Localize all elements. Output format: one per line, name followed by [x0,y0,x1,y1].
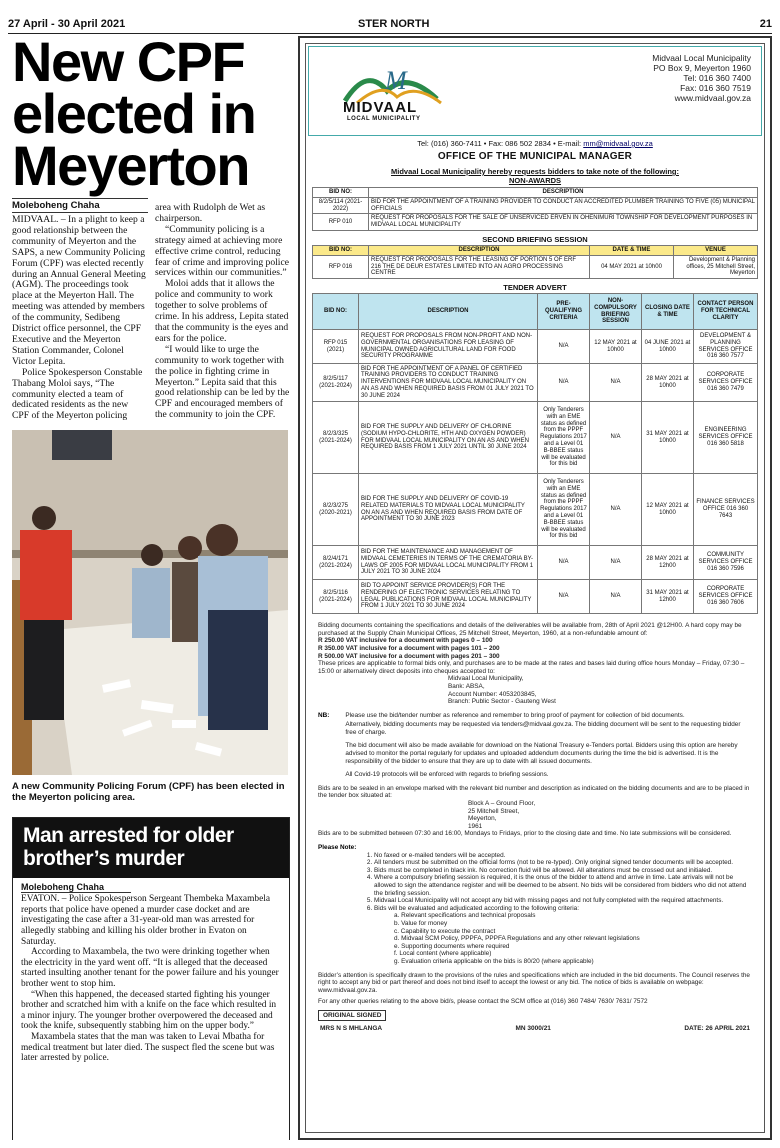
cell: 31 MAY 2021 at 10h00 [642,402,694,474]
note-item: 2. All tenders must be submitted on the official forms (not to be re-typed). Only original signed tender documents will be accepted. [374,859,752,867]
payment-paragraph: These prices are applicable to formal bids only, and purchases are to be made at the rates and bases laid during office hours Monday – Friday, 07:30 – 15:00 or alternatively direct deposits into cheques accepted to: [318,660,745,675]
cell: REQUEST FOR PROPOSALS FOR THE SALE OF UNSERVICED ERVEN IN OHENIMURI TOWNSHIP FOR DEVELOPMENT PURPOSES IN MIDVAAL LOCAL MUNICIPALITY [369,214,758,231]
cell: BID TO APPOINT SERVICE PROVIDER(S) FOR THE RENDERING OF ELECTRONIC SERVICES RELATING TO LEGAL PUBLICATIONS FOR MIDVAAL LOCAL MUNICIPALITY FROM 1 JULY 2021 TO 30 JUNE 2024 [359,580,538,614]
headline-line: Meyerton [12,134,249,197]
col-header: DESCRIPTION [369,188,758,198]
letterhead [308,46,762,136]
issue-date: 27 April - 30 April 2021 [8,18,126,30]
cell: N/A [538,580,590,614]
criteria-item: f. Local content (where applicable) [394,950,492,958]
address-line: Tel: 016 360 7400 [683,73,751,83]
invite-line: NON-AWARDS [508,175,562,185]
col-header: BID NO: [313,188,369,198]
manager-name: MRS N S MHLANGA [320,1025,383,1033]
paragraph: “Community policing is a strategy aimed at achieving more effective crime control, reducing fear of crime and improving police services within our communities.” [155,223,289,279]
page-header [8,4,772,34]
cell: 8/2/3/275 (2020-2021) [313,474,359,546]
table-row [313,580,758,614]
price-line: R 350.00 VAT inclusive for a document with pages 101 – 200 [318,644,500,652]
cell: RFP 010 [313,214,369,231]
col-header: CONTACT PERSON FOR TECHNICAL CLARITY [694,294,758,330]
price-list [318,637,752,660]
criteria-item: g. Evaluation criteria applicable on the bids is 80/20 (where applicable) [394,957,594,965]
box-line: Block A – Ground Floor, [468,800,536,808]
office-title: OFFICE OF THE MUNICIPAL MANAGER [437,151,633,162]
note-item: 4. Where a compulsory briefing session is required, it is the onus of the bidder to attend and arrive in time. Late arrivals will not be allowed to sign the attendance register and will be deemed to be absent. No bids will be considered from bidders who did not attend the briefing session. [374,874,752,897]
table-row [313,402,758,474]
col-header: DATE & TIME [590,245,674,255]
cell: N/A [590,580,642,614]
note-item: 6. Bids will be evaluated and adjudicated according to the following criteria: [374,905,752,913]
note-item: 3. Bids must be completed in black ink. No correction fluid will be allowed. All alterations must be crossed out and initialed. [374,867,752,875]
left-column [12,36,290,1140]
bank-details [448,675,752,705]
briefing-table [312,245,758,279]
cell: N/A [590,474,642,546]
contact-line [306,139,764,148]
bank-line: Midvaal Local Municipality, [448,675,524,683]
story2-body [21,894,281,1064]
nb-paragraph: Alternatively, bidding documents may be requested via tenders@midvaal.gov.za. The bidding document will be sent to the requesting bidder free of charge. [345,721,741,736]
paragraph: “When this happened, the deceased started fighting his younger brother and scratched him with a knife on the face which resulted in a minor injury. The younger brother overpowered the deceased and took the knife, subsequently stabbing him on the upper body.” [21,989,277,1032]
cell: N/A [590,402,642,474]
cell: BID FOR THE SUPPLY AND DELIVERY OF CHLORINE (SODIUM HYPO-CHLORITE, HTH AND OXYGEN POWDER) FOR MIDVAAL LOCAL MUNICIPALITY ON AN AS AND WHEN REQUIRED BASIS FROM 1 JULY 2021 UNTIL 30 JUNE 2024 [359,402,538,474]
invite-line: Midvaal Local Municipality hereby requests bidders to take note of the following: [391,167,679,176]
cell: BID FOR THE APPOINTMENT OF A TRAINING PROVIDER TO CONDUCT AN ACCREDITED PLUMBER TRAINING TO FIVE (05) MUNICIPAL OFFICIALS [369,197,758,214]
cell: REQUEST FOR PROPOSALS FOR THE LEASING OF PORTION 5 OF ERF 216 THE DE DEUR ESTATES LIMITED INTO AN AGRO PROCESSING CENTRE [369,255,590,278]
col-header: VENUE [674,245,758,255]
price-line: R 250.00 VAT inclusive for a document with pages 0 – 100 [318,637,493,645]
tender-advert-title: TENDER ADVERT [503,283,567,293]
story1-byline: Moleboheng Chaha [12,198,148,213]
cell: 04 MAY 2021 at 10h00 [590,255,674,278]
seal-paragraph: Bids are to be sealed in an envelope marked with the relevant bid number and description as indicated on the bidding documents and are to be placed in the tender box situated at: [318,784,750,800]
cell: Development & Planning offices, 25 Mitchell Street, Meyerton [674,255,758,278]
cell: 31 MAY 2021 at 12h00 [642,580,694,614]
story1-headline [12,36,290,197]
municipal-advert [298,36,772,1140]
cell: Only Tenderers with an EME status as defined from the PPPF Regulations 2017 and a Level 01 B-BBEE status will be evaluated for this bid [538,474,590,546]
cell: 8/2/5/114 (2021-2022) [313,197,369,214]
signature-block [318,1010,752,1033]
table-row [313,330,758,364]
cell: BID FOR THE SUPPLY AND DELIVERY OF COVID-19 RELATED MATERIALS TO MIDVAAL LOCAL MUNICIPALITY ON AN AS AND WHEN REQUIRED BASIS FROM DATE OF APPOINTMENT TO 30 JUNE 2023 [359,474,538,546]
criteria-item: b. Value for money [394,919,448,927]
non-awards-table [312,187,758,231]
story2-box [12,817,290,1140]
page-number: 21 [759,18,772,30]
cell: CORPORATE SERVICES OFFICE 016 360 7606 [694,580,758,614]
cell: COMMUNITY SERVICES OFFICE 016 360 7596 [694,546,758,580]
notes-label: Please Note: [318,844,357,852]
note-item: 5. Midvaal Local Municipality will not accept any bid with missing pages and not fully completed with the required attachments. [374,897,752,905]
cell: 8/2/5/116 (2021-2024) [313,580,359,614]
cell: REQUEST FOR PROPOSALS FROM NON-PROFIT AND NON-GOVERNMENTAL ORGANISATIONS FOR LEASING OF MUNICIPAL OWNED AGRICULTURAL LAND FOR FOOD SECURITY PROGRAMME [359,330,538,364]
cell: BID FOR THE APPOINTMENT OF A PANEL OF CERTIFIED TRAINING PROVIDERS TO CONDUCT TRAINING INTERVENTIONS FOR MIDVAAL LOCAL MUNICIPALITY ON AN AS AND WHEN REQUIRED BASIS FROM 01 JULY 2021 TO 30 JUNE 2024 [359,364,538,402]
col-header: BID NO: [313,245,369,255]
tender-table [312,293,758,614]
criteria-list [394,912,752,965]
col-header: PRE-QUALIFYING CRITERIA [538,294,590,330]
cell: RFP 016 [313,255,369,278]
headline-line: New CPF [12,36,245,93]
price-line: R 500.00 VAT inclusive for a document with pages 201 – 300 [318,652,500,660]
address-line: Midvaal Local Municipality [652,53,751,63]
tender-box-address [468,800,752,830]
cell: BID FOR THE MAINTENANCE AND MANAGEMENT OF MIDVAAL CEMETERIES IN TERMS OF THE CREMATORIA BY-LAWS OF 2005 FOR MIDVAAL LOCAL MUNICIPALITY FROM 1 JULY 2021 TO 30 JUNE 2024 [359,546,538,580]
nb-paragraph: All Covid-19 protocols will be enforced with regards to briefing sessions. [345,771,549,779]
invite-heading [306,168,764,185]
headline-line: elected in [12,82,256,145]
headline-line: brother’s murder [23,847,185,871]
address-line: PO Box 9, Meyerton 1960 [653,63,751,73]
municipal-address [652,53,751,103]
cell: 8/2/5/117 (2021-2024) [313,364,359,402]
paragraph: area with Rudolph de Wet as chairperson. [155,202,266,224]
table-row [313,197,758,214]
table-row [313,255,758,278]
nb-label: NB: [318,711,330,719]
sign-line [318,1025,752,1033]
story1-col2 [155,203,290,422]
cell: 8/2/3/325 (2021-2024) [313,402,359,474]
address-line: Fax: 016 360 7519 [680,83,751,93]
cell: FINANCE SERVICES OFFICE 016 360 7643 [694,474,758,546]
paragraph: Moloi adds that it allows the police and community to work together to solve problems of crime. In his address, Lepita stated that the community is the eyes and ears for the police. [155,278,289,344]
paragraph: “I would like to urge the community to work together with the police in fighting crime in Meyerton.” Lepita said that this good relationship can be led by the CPF and encouraged members of the community to join the CPF. [155,343,290,421]
cell: N/A [538,364,590,402]
second-briefing-title: SECOND BRIEFING SESSION [482,234,588,244]
attention-paragraph: Bidder’s attention is specifically drawn to the provisions of the rules and specifications which are included in the bid documents. The Council reserves the right to accept any bid or part thereof and does not bind itself to accept the lowest or any bid. The notice of bids is available on webpage: www.midvaal.gov.za. [318,971,750,994]
paragraph: Maxambela states that the man was taken to Levai Mbatha for medical treatment but later died. The suspect fled the scene but was later arrested by police. [21,1031,275,1064]
box-line: 25 Mitchell Street, [468,807,520,815]
tel-fax: Tel: (016) 360-7411 • Fax: 086 502 2834 • E-mail: [417,139,584,148]
cell: 28 MAY 2021 at 12h00 [642,546,694,580]
nb-paragraph: Please use the bid/tender number as reference and remember to bring proof of payment for collection of bid documents. [345,711,685,719]
story1-col1 [12,215,147,422]
nb-paragraphs [345,712,752,779]
bank-line: Account Number: 4053203845, [448,690,537,698]
story2-byline: Moleboheng Chaha [21,882,131,893]
criteria-item: e. Supporting documents where required [394,942,510,950]
logo-text: MIDVAAL [343,99,418,116]
col-header: CLOSING DATE & TIME [642,294,694,330]
story2-headline [13,818,289,878]
cpf-photo [12,430,288,775]
submit-paragraph: Bids are to be submitted between 07:30 and 16:00, Mondays to Fridays, prior to the closing date and time. No late submissions will be considered. [318,830,732,838]
box-line: 1961 [468,822,483,830]
cell: 12 MAY 2021 at 10h00 [590,330,642,364]
cell: N/A [538,330,590,364]
note-item: 1. No faxed or e-mailed tenders will be accepted. [374,852,752,860]
paper-name: STER NORTH [358,18,430,30]
table-row [313,214,758,231]
criteria-item: c. Capability to execute the contract [394,927,496,935]
photo-caption: A new Community Policing Forum (CPF) has been elected in the Meyerton policing area. [12,781,285,804]
col-header: NON-COMPULSORY BRIEFING SESSION [590,294,642,330]
advert-frame [305,43,765,1133]
svg-text:M: M [385,66,407,95]
bank-line: Branch: Public Sector - Gauteng West [448,698,556,706]
docs-paragraph: Bidding documents containing the specifications and details of the deliverables will be available from, 28th of April 2021 @12H00. A hard copy may be purchased at the Supply Chain Municipal Offices, 25 Mitchell Street, Meyerton, 1960, at a non-refundable amount of: [318,622,742,637]
cell: CORPORATE SERVICES OFFICE 016 360 7479 [694,364,758,402]
col-header: DESCRIPTION [359,294,538,330]
notice-date: DATE: 26 APRIL 2021 [684,1025,750,1033]
notice-number: MN 3000/21 [515,1025,551,1033]
logo-subtext: LOCAL MUNICIPALITY [347,116,421,122]
cell: 28 MAY 2021 at 10h00 [642,364,694,402]
cell: N/A [590,364,642,402]
nb-section [318,712,752,779]
cell: 12 MAY 2021 at 10h00 [642,474,694,546]
cell: N/A [590,546,642,580]
email-link[interactable]: mm@midvaal.gov.za [583,139,653,148]
cell: Only Tenderers with an EME status as defined from the PPPF Regulations 2017 and a Level 01 B-BBEE status will be evaluated for this bid [538,402,590,474]
bank-line: Bank: ABSA, [448,682,485,690]
table-row [313,364,758,402]
notes-section [318,844,752,966]
table-row [313,474,758,546]
criteria-item: d. Midvaal SCM Policy, PPPFA, PPPFA Regulations and any other relevant legislations [394,935,640,943]
paragraph: EVATON. – Police Spokesperson Sergeant Thembeka Maxambela reports that police have opened a murder case docket and are investigating the case after a 31-year-old man was arrested for allegedly stabbing and killing his older brother in Evaton on Saturday. [21,894,270,947]
box-line: Meyerton, [468,815,497,823]
col-header: BID NO: [313,294,359,330]
cell: ENGINEERING SERVICES OFFICE 016 360 5818 [694,402,758,474]
cell: RFP 015 (2021) [313,330,359,364]
cell: 04 JUNE 2021 at 10h00 [642,330,694,364]
original-signed-badge: ORIGINAL SIGNED [318,1010,386,1022]
cell: DEVELOPMENT & PLANNING SERVICES OFFICE 016 360 7577 [694,330,758,364]
paragraph: According to Maxambela, the two were drinking together when the electricity in the yard went off. “It is alleged that the deceased started insulting another tenant for the power failure and his younger brother went to stop him. [21,947,279,989]
criteria-item: a. Relevant specifications and technical proposals [394,912,536,920]
table-row [313,546,758,580]
nb-paragraph: The bid document will also be made available for download on the National Treasury e-Tenders portal. Bidders using this option are hereby advised to monitor the portal regularly for updates and uploaded addendum documents during the time the bid is advertised. It is the responsibility of the bidder to ensure that they are up to date with all issued documents. [345,742,738,765]
col-header: DESCRIPTION [369,245,590,255]
queries-paragraph: For any other queries relating to the above bid/s, please contact the SCM office at (016) 360 7484/ 7630/ 7631/ 7572 [318,998,648,1006]
paragraph: Police Spokesperson Constable Thabang Moloi says, “The community elected a team of dedicated residents as the new CPF of the Meyerton policing [12,366,143,422]
paragraph: MIDVAAL. – In a plight to keep a good relationship between the community of Meyerton and the SAPS, a new Community Policing Forum (CPF) was elected recently during an Annual General Meeting (AGM). The proceedings took place at the Meyerton Hall. The meeting was attended by members of the community, Sedibeng District office personnel, the CPF Executive and the Meyerton Station Commander, Colonel Victor Lepita. [12,214,146,367]
cell: N/A [538,546,590,580]
address-line: www.midvaal.gov.za [674,93,751,103]
cell: 8/2/4/171 (2021-2024) [313,546,359,580]
advert-body [318,622,752,1033]
headline-line: Man arrested for older [23,824,234,848]
photo-illustration [12,430,288,775]
